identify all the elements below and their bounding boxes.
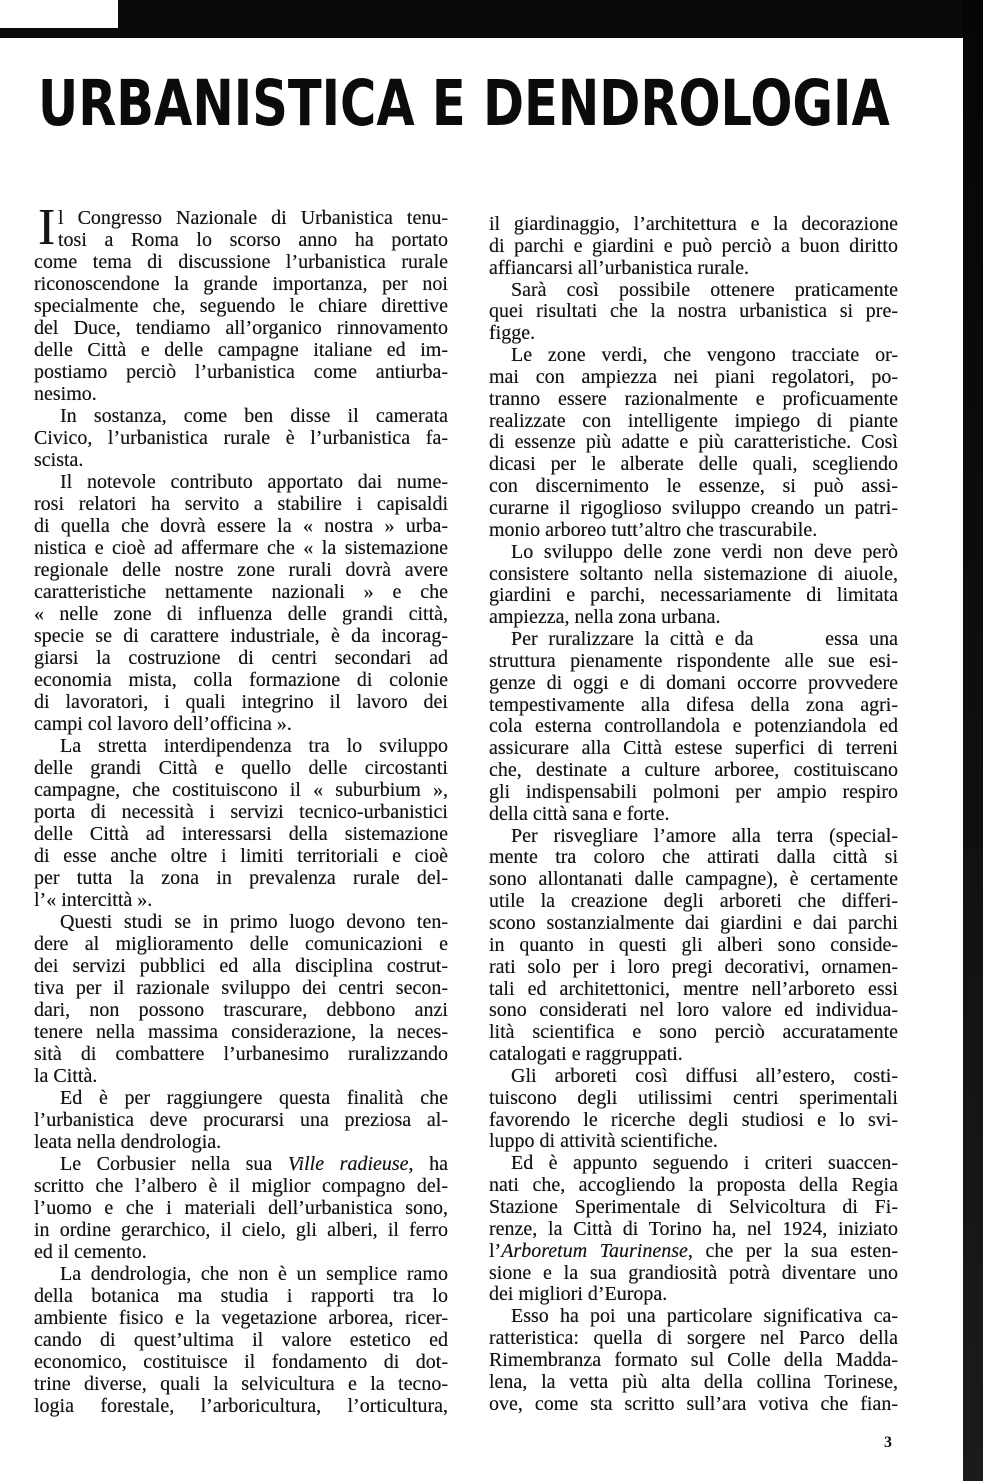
body-line: mente tra coloro che attirati dalla città si [489,846,898,869]
paragraph-end-line: figge. [489,322,536,345]
body-line: l’uomo e che i materiali dell’urbanistica sono, [34,1197,448,1219]
body-line: specie se di carattere industriale, è da incorag- [34,625,448,647]
paragraph-end-line: ed il cemento. [34,1241,147,1263]
body-line: dei servizi pubblici ed alla disciplina costrut- [34,955,448,977]
paragraph-start-line: Ed è appunto seguendo i criteri suaccen- [511,1152,898,1175]
body-line: utile la creazione degli arboreti che differi- [489,890,898,913]
paragraph-end-line: l’« intercittà ». [34,889,153,911]
body-line: di parchi e giardini e può perciò a buon diritto [489,234,898,257]
body-line: scono sostanzialmente dai giardini e dai parchi [489,912,898,934]
body-line: trine diverse, quali la selvicultura e la tecno- [34,1373,448,1395]
body-line: della botanica ma studia i rapporti tra lo [34,1285,448,1307]
body-line: per tutta la zona in prevalenza rurale del- [34,867,448,889]
body-line: lena, la vetta più alta della collina Torinese, [489,1370,898,1393]
body-line: con discernimento le essenze, si può assi- [489,475,898,498]
body-line: realizzate con intelligente impiego di piante [489,409,898,432]
body-line: cola esterna controllandola e potenziandola ed [489,715,898,738]
paragraph-end-line: della città sana e forte. [489,802,670,825]
paragraph-end-line: nesimo. [34,383,97,405]
body-line: di essenze più adatte e più caratteristiche. Così [489,431,898,454]
body-line: rosi relatori ha servito a stabilire i capisaldi [34,493,448,515]
paragraph-start-line: Lo sviluppo delle zone verdi non deve però [511,540,898,563]
body-line: logia forestale, l’arboricultura, l’orticultura, [34,1395,448,1417]
body-line: tiva per il razionale sviluppo dei centri secon- [34,977,448,999]
body-line: l’urbanistica deve procurarsi una preziosa al- [34,1109,448,1131]
body-line: postiamo perciò l’urbanistica come antiurba- [34,361,448,383]
body-line: consistere soltanto nella sistemazione di aiuole, [489,562,898,585]
body-line: nati che, accogliendo la proposta della Regia [489,1174,898,1197]
body-line: porta di necessità i servizi tecnico-urbanistici [34,801,448,823]
paragraph-end-line: catalogati e raggruppati. [489,1043,683,1066]
body-line: dari, non possono trascurare, debbono anzi [34,999,448,1021]
body-line: rati solo per i loro pregi decorativi, ornamen- [489,955,898,978]
page-header-band [0,0,983,38]
body-line: cando di quest’ultima il valore estetico ed [34,1329,448,1351]
body-line: economico, costituisce il fondamento di dot- [34,1351,448,1373]
paragraph-end-line: leata nella dendrologia. [34,1131,222,1153]
body-line: assicurare alla Città estese superfici di terreni [489,737,898,760]
body-line: sono allontanati dalle campagne), è certamente [489,868,898,891]
line-segment: Le Corbusier nella sua [60,1153,288,1175]
body-line: di esse anche oltre i limiti territoriali e cioè [34,845,448,867]
body-line: renze, la Città di Torino ha, nel 1924, iniziato [489,1217,898,1240]
body-line: delle Città ad interessarsi della sistemazione [34,823,448,845]
body-line: ambiente fisico e la vegetazione arborea, ricer- [34,1307,448,1329]
body-line: sono considerati nel loro valore ed individua- [489,999,898,1022]
body-line: giardini e parchi, necessariamente di limitata [489,584,898,607]
body-line: sità di combattere l’urbanesimo ruralizzando [34,1043,448,1065]
line-segment: essa una [825,628,899,651]
paragraph-start-line: Per risvegliare l’amore alla terra (special- [511,824,898,847]
body-line: specialmente che, seguendo le chiare direttive [34,295,448,317]
paragraph-start-line: In sostanza, come ben disse il camerata [60,405,448,427]
line-segment: Per ruralizzare la città e da [511,628,754,651]
body-line: Rimembranza formato sul Colle della Madda- [489,1348,898,1371]
body-line: che, destinate a culture arboree, costituiscano [489,759,898,782]
body-line: in ordine gerarchico, il cielo, gli alberi, il ferro [34,1219,448,1241]
body-line: tali ed architettonici, mentre nell’arboreto essi [489,977,898,1000]
paragraph-end-line: campi col lavoro dell’officina ». [34,713,292,735]
paragraph-start-line: Gli arboreti così diffusi all’estero, costi- [511,1064,898,1087]
paragraph-start-line: Le zone verdi, che vengono tracciate or- [511,344,898,367]
body-line: di quella che dovrà essere la « nostra » urba- [34,515,448,537]
body-line: come tema di discussione l’urbanistica rurale [34,251,448,273]
body-line: scritto che l’albero è il miglior compagno del- [34,1175,448,1197]
body-line: riconoscendone la grande importanza, per noi [34,273,448,295]
body-line: genze di oggi e di domani occorre provvedere [489,671,898,694]
paragraph-start-line: Questi studi se in primo luogo devono ten- [60,911,448,933]
paragraph-start-line [34,1153,448,1175]
page-number: 3 [884,1434,892,1451]
paragraph-end-line: affiancarsi all’urbanistica rurale. [489,256,750,279]
right-column [489,214,898,1415]
line-segment: l’ [489,1239,502,1262]
body-line: dicasi per le alberate delle quali, scegliendo [489,453,898,476]
body-line: tuiscono degli utilissimi centri sperimentali [489,1086,898,1109]
body-line: in quanto in questi gli alberi sono conside- [489,933,898,956]
body-line: del Duce, tendiamo all’organico rinnovamento [34,317,448,339]
body-line: lità scientifica e sono perciò accuratamente [489,1021,898,1044]
body-line [489,1241,898,1263]
body-line: caratteristiche nettamente nazionali » e che [34,581,448,603]
body-line: regionale delle nostre zone rurali dovrà avere [34,559,448,581]
body-line: « nelle zone di influenza delle grandi città, [34,603,448,625]
paragraph-start-line: La dendrologia, che non è un semplice ramo [60,1263,448,1285]
paragraph-start-line: La stretta interdipendenza tra lo sviluppo [60,735,448,757]
body-line: tranno essere razionalmente e proficuamente [489,387,898,410]
body-line: ove, come sta scritto sull’ara votiva che fian- [489,1392,898,1415]
body-line: mai con ampiezza nei piani regolatori, po- [489,365,898,388]
body-line: sione e la sua grandiosità potrà diventare uno [489,1261,898,1284]
paragraph-end-line: scista. [34,449,84,471]
paragraph-end-line: la Città. [34,1065,98,1087]
paragraph-end-line: luppo di attività scientifiche. [489,1130,718,1153]
line-segment: , ha [408,1153,448,1175]
body-line: nistica e cioè ad affermare che « la sistemazione [34,537,448,559]
body-line: campagne, che costituiscono il « suburbium », [34,779,448,801]
line-segment: , che per la sua esten- [687,1239,899,1262]
body-line: l Congresso Nazionale di Urbanistica tenu- [58,207,448,229]
italic-book-title: Ville radieuse [287,1153,409,1175]
body-line: tempestivamente alla difesa della zona agri- [489,693,898,716]
body-line: giarsi la costruzione di centri secondari ad [34,647,448,669]
body-line: struttura pienamente rispondente alle sue esi- [489,649,898,672]
italic-place-name: Arboretum Taurinense [501,1239,688,1262]
paragraph-start-line: Sarà così possibile ottenere praticamente [511,278,898,301]
body-line: quei risultati che la nostra urbanistica si pre- [489,300,898,323]
header-blank-block [0,0,118,28]
print-gap [764,644,814,645]
body-line: economia mista, colla formazione di colonie [34,669,448,691]
paragraph-start-line: Ed è per raggiungere questa finalità che [60,1087,448,1109]
paragraph-end-line: dei migliori d’Europa. [489,1283,668,1306]
body-line: tenere nella massima considerazione, la neces- [34,1021,448,1043]
article-title: URBANISTICA E DENDROLOGIA [38,66,890,140]
body-line: gli indispensabili polmoni per ampio respiro [489,780,898,803]
body-line: dere al miglioramento delle comunicazioni e [34,933,448,955]
body-line: di lavoratori, i quali integrino il lavoro dei [34,691,448,713]
body-line: delle Città e delle campagne italiane ed im- [34,339,448,361]
drop-cap: I [38,199,56,256]
paragraph-start-line: Il notevole contributo apportato dai nume- [60,471,448,493]
left-column [34,199,448,1417]
body-line: il giardinaggio, l’architettura e la decorazione [489,213,898,235]
body-line: Stazione Sperimentale di Selvicoltura di Fi- [489,1195,898,1218]
paragraph-end-line: monio arboreo tutt’altro che trascurabile. [489,518,818,541]
body-line: delle grandi Città e quello delle circostanti [34,757,448,779]
body-line: Civico, l’urbanistica rurale è l’urbanistica fa- [34,427,448,449]
body-line: favorendo le ricerche degli studiosi e lo svi- [489,1108,898,1131]
paragraph-end-line: ampiezza, nella zona urbana. [489,606,721,629]
right-edge-border [963,0,983,1481]
body-line: tosi a Roma lo scorso anno ha portato [58,229,448,251]
paragraph-start-line: Esso ha poi una particolare significativa ca- [511,1305,898,1328]
body-line: curarne il rigoglioso sviluppo creando un patri- [489,496,898,519]
body-line: ratteristica: quella di sorgere nel Parco della [489,1327,898,1350]
paragraph-start-line [489,629,898,651]
